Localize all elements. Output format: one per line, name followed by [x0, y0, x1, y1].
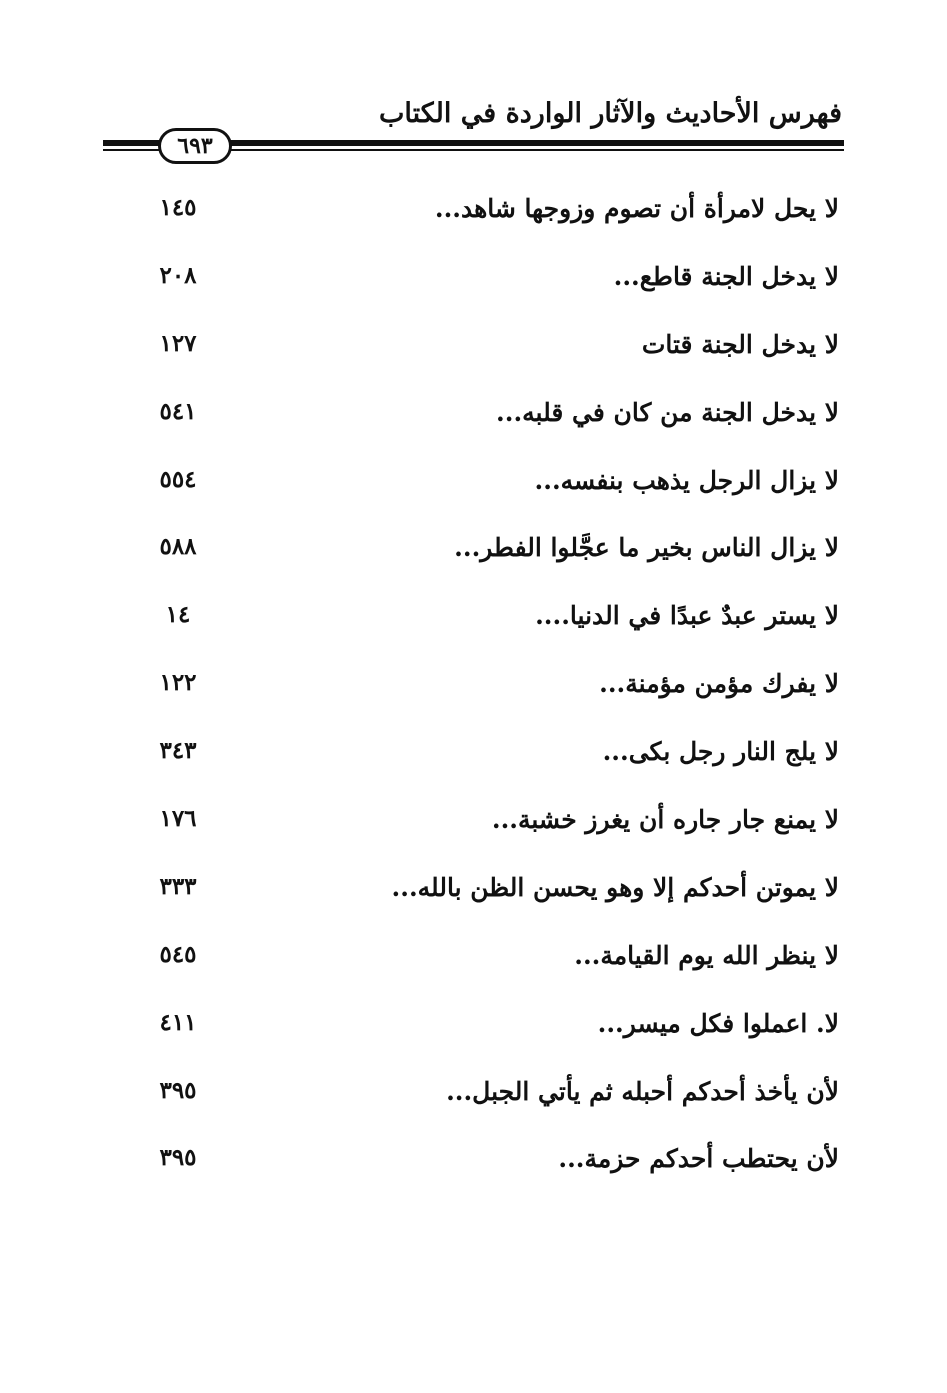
index-entry	[0, 1003, 947, 1071]
index-entry	[0, 1138, 947, 1206]
entry-page-number: ٥٨٨	[159, 533, 197, 561]
entry-page-number: ٣٤٣	[159, 737, 197, 765]
index-entry	[0, 392, 947, 460]
entry-page-number: ٣٩٥	[159, 1144, 197, 1172]
entry-text: لا يستر عبدٌ عبدًا في الدنيا....	[535, 601, 839, 631]
entry-text: لأن يحتطب أحدكم حزمة...	[558, 1144, 839, 1174]
entry-text: لا يدخل الجنة قاطع...	[613, 261, 839, 291]
entry-text: لا ينظر الله يوم القيامة...	[574, 940, 839, 970]
entry-text: لأن يأخذ أحدكم أحبله ثم يأتي الجبل...	[446, 1076, 839, 1106]
index-entries-list	[0, 188, 947, 1206]
entry-page-number: ١٧٦	[159, 805, 197, 833]
entry-page-number: ٢٠٨	[159, 261, 197, 289]
index-entry	[0, 935, 947, 1003]
entry-page-number: ١٤٥	[159, 194, 197, 221]
entry-text: لا يحل لامرأة أن تصوم وزوجها شاهد...	[434, 194, 839, 223]
entry-page-number: ٥٥٤	[159, 465, 197, 493]
index-entry	[0, 799, 947, 867]
index-entry	[0, 1071, 947, 1139]
entry-text: لا يلج النار رجل بكى...	[602, 737, 839, 767]
entry-text: لا يزال الناس بخير ما عجَّلوا الفطر...	[454, 533, 839, 563]
entry-page-number: ١٤	[165, 601, 191, 629]
index-entry	[0, 324, 947, 392]
entry-text: لا يدخل الجنة قتات	[641, 329, 839, 359]
index-entry	[0, 256, 947, 324]
entry-page-number: ١٢٧	[159, 329, 197, 357]
index-entry	[0, 731, 947, 799]
entry-page-number: ٤١١	[159, 1008, 197, 1036]
entry-text: لا يفرك مؤمن مؤمنة...	[599, 669, 839, 699]
index-entry	[0, 595, 947, 663]
index-entry	[0, 188, 947, 256]
index-entry	[0, 460, 947, 528]
entry-text: لا يدخل الجنة من كان في قلبه...	[496, 397, 839, 427]
page-number-badge: ٦٩٣	[158, 128, 232, 164]
running-header-title: فهرس الأحاديث والآثار الواردة في الكتاب	[378, 98, 842, 129]
entry-page-number: ٥٤٥	[159, 940, 197, 968]
index-entry	[0, 527, 947, 595]
entry-page-number: ٣٣٣	[159, 872, 197, 900]
entry-text: لا. اعملوا فكل ميسر...	[597, 1008, 839, 1038]
index-entry	[0, 663, 947, 731]
index-entry	[0, 867, 947, 935]
entry-page-number: ٣٩٥	[159, 1076, 197, 1104]
entry-text: لا يزال الرجل يذهب بنفسه...	[534, 465, 839, 495]
entry-page-number: ١٢٢	[159, 669, 197, 697]
entry-page-number: ٥٤١	[159, 397, 197, 425]
entry-text: لا يمنع جار جاره أن يغرز خشبة...	[491, 805, 839, 835]
entry-text: لا يموتن أحدكم إلا وهو يحسن الظن بالله...	[391, 872, 839, 902]
